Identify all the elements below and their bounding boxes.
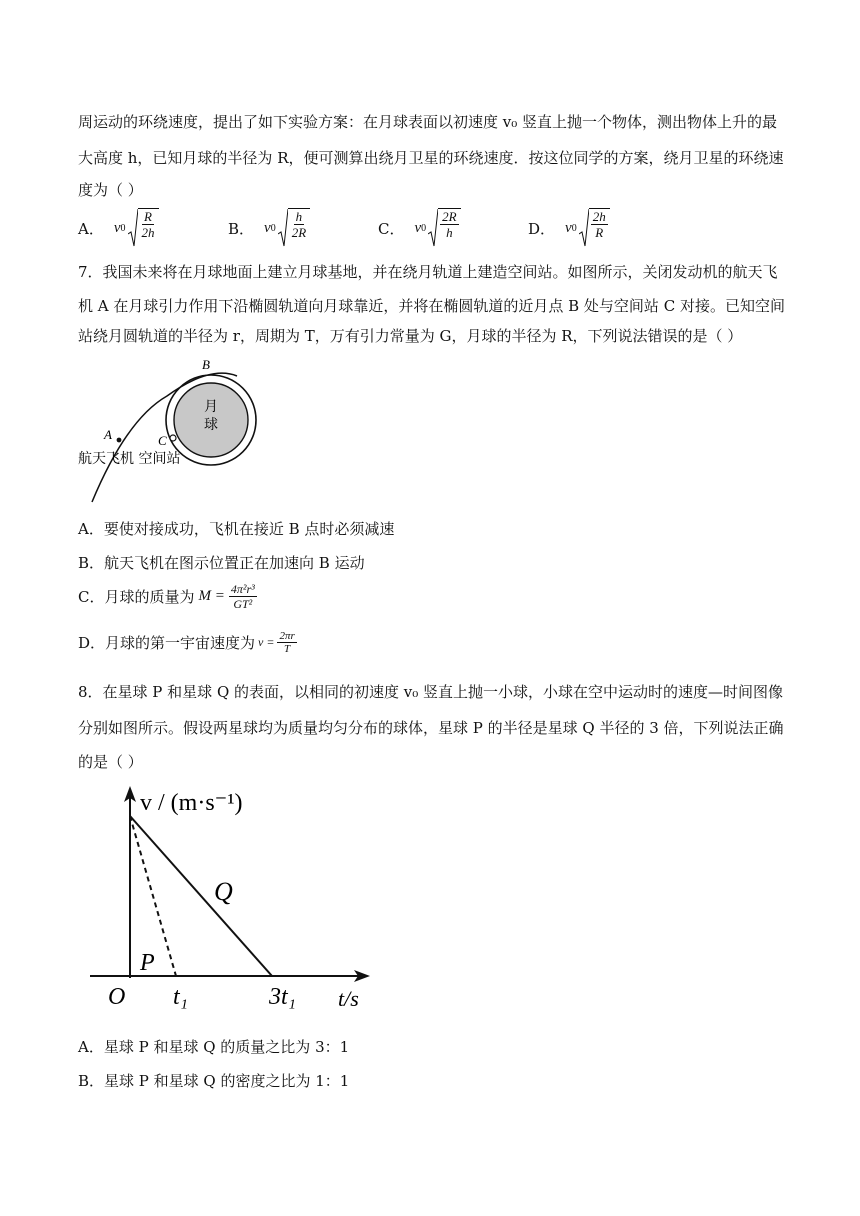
mass-formula: $\frac{\text{4π²r³}}{\text{GT²}}$ (230, 582, 255, 611)
q7-option-a[interactable]: A．要使对接成功，飞机在接近 B 点时必须减速 (78, 520, 395, 538)
q6-stem-line-3: 度为（ ） (78, 181, 143, 199)
q6-stem-line-2: 大高度 h，已知月球的半径为 R，便可测算出绕月卫星的环绕速度．按这位同学的方案，绕月卫星的环绕速 (78, 149, 784, 167)
q6-option-c-formula: v 0 $\frac{2R}{h}$ (414, 208, 460, 248)
q7-stem-line-3: 站绕月圆轨道的半径为 r，周期为 T，万有引力常量为 G，月球的半径为 R，下列说法错误的是（ ） (78, 327, 743, 345)
q6-option-d-formula: v 0 $\frac{2h}{R}$ (565, 208, 610, 248)
q6-option-a[interactable]: A． v 0 $\frac{R}{2h}$ (78, 205, 159, 251)
q7-stem-line-2: 机 A 在月球引力作用下沿椭圆轨道向月球靠近，并将在椭圆轨道的近月点 B 处与空间站 C 对接。已知空间 (78, 297, 785, 315)
3t1-label: 3t₁ (269, 984, 297, 1010)
moon-label-2: 球 (204, 417, 218, 433)
x-axis-label: t/s (338, 986, 359, 1011)
q6-option-b[interactable]: B． v 0 $\frac{h}{2R}$ (228, 205, 310, 251)
y-axis-label: v / (m·s⁻¹) (140, 790, 243, 816)
station-point-c (170, 435, 176, 441)
velocity-formula: $\frac{2\pi r}{T}$ (279, 630, 295, 655)
q7-option-d[interactable]: D．月球的第一宇宙速度为 v = $\frac{2\pi r}{T}$ (78, 630, 295, 655)
q8-velocity-time-graph (80, 780, 380, 1020)
q8-stem-line-3: 的是（ ） (78, 753, 143, 771)
q7-option-b[interactable]: B．航天飞机在图示位置正在加速向 B 运动 (78, 554, 365, 572)
origin-label: O (108, 984, 126, 1010)
t1-label: t₁ (173, 984, 189, 1010)
moon-label-1: 月 (204, 399, 218, 415)
label-a: A (104, 427, 112, 442)
q7-option-c[interactable]: C．月球的质量为 M = $\frac{\text{4π²r³}}{\text{GT²}}$ (78, 582, 255, 611)
shuttle-point-a (117, 438, 122, 443)
series-q-label: Q (214, 877, 233, 906)
q6-option-d[interactable]: D． v 0 $\frac{2h}{R}$ (528, 205, 610, 251)
q6-option-c[interactable]: C． v 0 $\frac{2R}{h}$ (378, 205, 461, 251)
q8-option-a[interactable]: A．星球 P 和星球 Q 的质量之比为 3：1 (78, 1038, 350, 1056)
label-b: B (202, 357, 210, 372)
q8-stem-line-2: 分别如图所示。假设两星球均为质量均匀分布的球体，星球 P 的半径是星球 Q 半径的 3 倍，下列说法正确 (78, 719, 784, 737)
series-p-label: P (140, 950, 155, 976)
q6-option-b-formula: v 0 $\frac{h}{2R}$ (264, 208, 310, 248)
q6-options (78, 205, 778, 251)
q7-orbit-figure (72, 356, 272, 506)
q6-option-a-formula: v 0 $\frac{R}{2h}$ (114, 208, 159, 248)
figure-caption: 航天飞机 空间站 (78, 451, 181, 467)
q8-option-b[interactable]: B．星球 P 和星球 Q 的密度之比为 1：1 (78, 1072, 350, 1090)
q6-stem-line-1: 周运动的环绕速度，提出了如下实验方案：在月球表面以初速度 v₀ 竖直上抛一个物体，测出物体上升的最 (78, 113, 778, 131)
label-c: C (158, 433, 167, 448)
q7-stem-line-1: 7．我国未来将在月球地面上建立月球基地，并在绕月轨道上建造空间站。如图所示，关闭发动机的航天飞 (78, 263, 778, 281)
q8-stem-line-1: 8．在星球 P 和星球 Q 的表面，以相同的初速度 v₀ 竖直上抛一小球，小球在空中运动时的速度—时间图像 (78, 683, 784, 701)
